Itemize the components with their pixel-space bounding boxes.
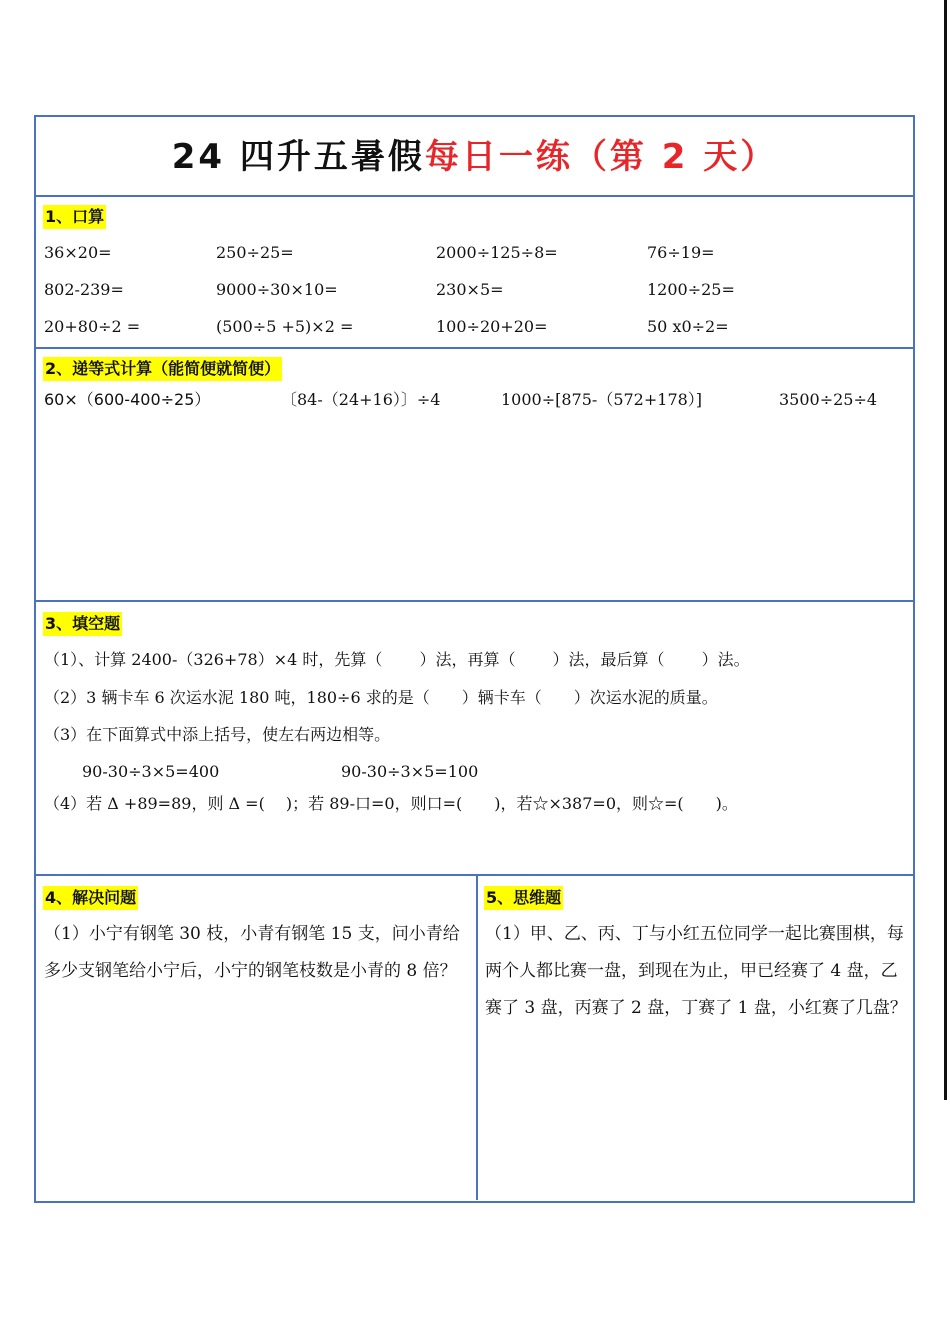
oral-item: 230×5= <box>436 280 504 299</box>
step-item: 〔84-（24+16）〕÷4 <box>281 390 441 409</box>
worksheet <box>34 115 915 1203</box>
oral-item: (500÷5 +5)×2 = <box>216 317 354 336</box>
section-3-label: 3、填空题 <box>43 612 122 636</box>
section-1-label: 1、口算 <box>43 205 106 229</box>
title-red: 每日一练（第 2 天） <box>424 137 778 177</box>
page-edge-line <box>944 0 947 1100</box>
section-oral-calc <box>36 195 913 349</box>
fill-question-1: （1）、计算 2400-（326+78）×4 时，先算（ ）法，再算（ ）法，最后算（ ）法。 <box>44 650 750 669</box>
oral-item: 1200÷25= <box>647 280 735 299</box>
step-item: 3500÷25÷4 <box>779 390 878 409</box>
oral-item: 9000÷30×10= <box>216 280 338 299</box>
section-2-label: 2、递等式计算（能简便就简便） <box>43 357 282 381</box>
section-bottom <box>36 874 913 1200</box>
section-5-label: 5、思维题 <box>484 886 563 910</box>
oral-item: 50 x0÷2= <box>647 317 729 336</box>
fill-equation-a: 90-30÷3×5=400 <box>82 762 220 781</box>
step-item: 60×（600-400÷25） <box>44 390 211 409</box>
section-fill-blank <box>36 600 913 875</box>
thinking-text: （1）甲、乙、丙、丁与小红五位同学一起比赛围棋，每两个人都比赛一盘，到现在为止，甲已经赛了 4 盘，乙赛了 3 盘，丙赛了 2 盘，丁赛了 1 盘，小红赛了几盘？ <box>485 924 907 1018</box>
fill-equation-b: 90-30÷3×5=100 <box>341 762 479 781</box>
oral-item: 20+80÷2 = <box>44 317 141 336</box>
fill-question-3: （3）在下面算式中添上括号，使左右两边相等。 <box>44 725 391 744</box>
fill-question-4: （4）若 Δ +89=89，则 Δ =( )；若 89-口=0，则口=( )，若☆×387=0，则☆=( )。 <box>44 794 738 813</box>
title-black: 24 四升五暑假 <box>171 137 425 177</box>
step-item: 1000÷[875-（572+178）] <box>501 390 703 409</box>
column-divider <box>476 876 478 1200</box>
oral-item: 36×20= <box>44 243 112 262</box>
oral-item: 802-239= <box>44 280 124 299</box>
fill-question-2: （2）3 辆卡车 6 次运水泥 180 吨，180÷6 求的是（ ）辆卡车（ ）次运水泥的质量。 <box>44 688 718 707</box>
oral-item: 2000÷125÷8= <box>436 243 558 262</box>
page-title <box>36 117 913 197</box>
oral-item: 100÷20+20= <box>436 317 548 336</box>
section-4-label: 4、解决问题 <box>43 886 138 910</box>
section-step-calc <box>36 347 913 601</box>
oral-item: 76÷19= <box>647 243 715 262</box>
oral-item: 250÷25= <box>216 243 294 262</box>
problem-text: （1）小宁有钢笔 30 枝，小青有钢笔 15 支，问小青给多少支钢笔给小宁后，小宁的钢笔枝数是小青的 8 倍？ <box>44 924 460 981</box>
